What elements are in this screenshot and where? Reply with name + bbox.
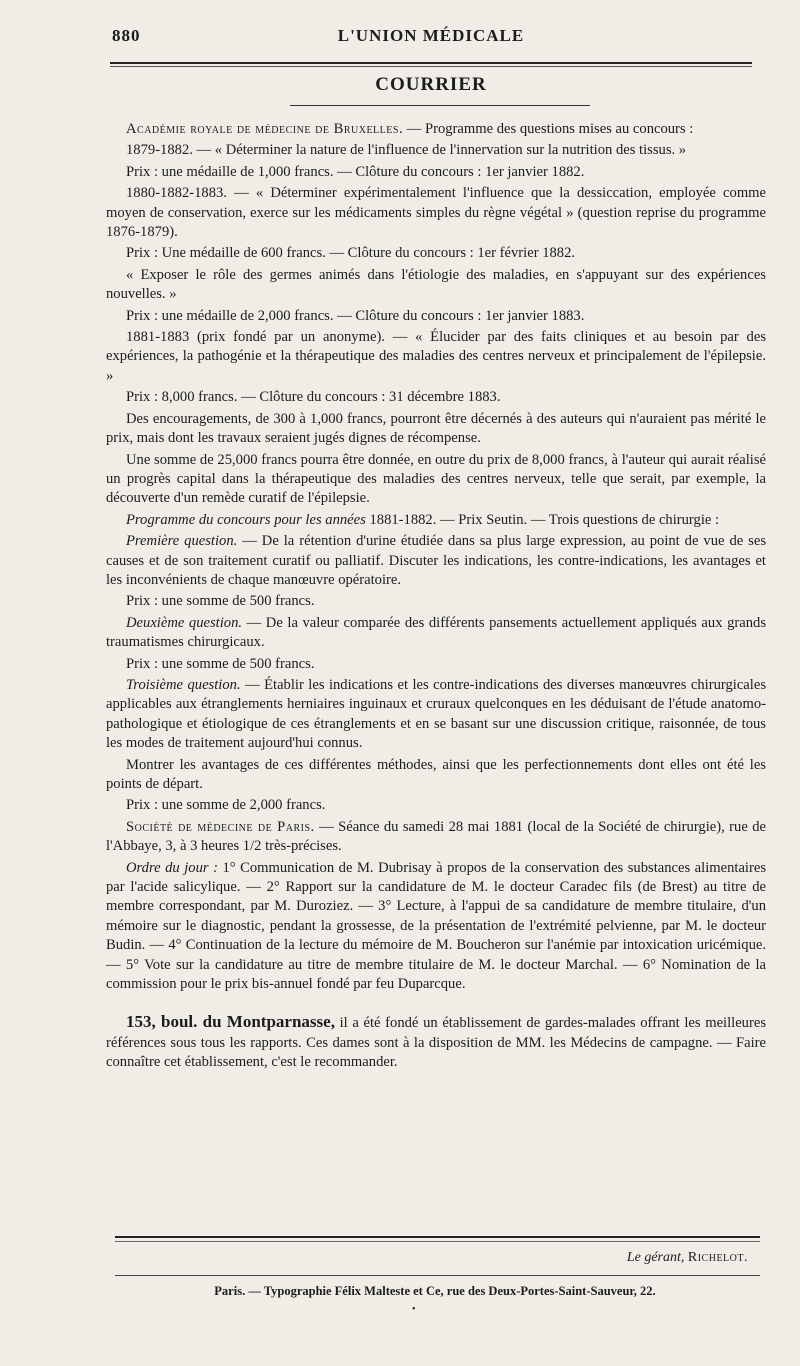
print-mark: •: [412, 1304, 416, 1315]
section-title: COURRIER: [375, 74, 487, 95]
text-run: Prix : une médaille de 2,000 francs. — Clôture du concours : 1er janvier 1883.: [126, 307, 585, 324]
text-run: Prix : une somme de 500 francs.: [126, 593, 315, 610]
emphasis-run: Programme du concours pour les années: [126, 511, 366, 528]
signature: [627, 1250, 748, 1266]
emphasis-run: Troisième question.: [126, 676, 241, 693]
text-run: Prix : 8,000 francs. — Clôture du concours : 31 décembre 1883.: [126, 389, 501, 406]
paragraph: [106, 266, 766, 305]
advertisement-paragraph: [106, 1012, 766, 1072]
header-rule-thin: [110, 66, 752, 67]
emphasis-run: Société de médecine de Paris.: [126, 818, 315, 835]
text-run: il a été fondé un établissement de gardes-malades offrant les meilleures références sous tous les rapports. Ces dames sont à la disposition de MM. les Médecins de campagne. — Faire connaître cet établissement, c'est le recommander.: [106, 1015, 766, 1071]
header-rule: [110, 62, 752, 64]
paragraph: [106, 451, 766, 509]
text-run: Prix : une somme de 2,000 francs.: [126, 797, 326, 814]
text-run: 1880-1882-1883. — « Déterminer expérimentalement l'influence que la dessiccation, employée comme moyen de conservation, exerce sur les médicaments simples du règne végétal » (question reprise du programme 1876-1879).: [106, 185, 766, 241]
text-run: — De la rétention d'urine étudiée dans sa plus large expression, au point de vue de ses causes et de son traitement curatif ou palliatif. Discuter les indications, les contre-indications, les avantages et les inconvénients de chaque manœuvre opératoire.: [106, 533, 767, 588]
text-run: 1881-1882. — Prix Seutin. — Trois questions de chirurgie :: [365, 511, 720, 528]
paragraph: [106, 184, 766, 242]
paragraph: [106, 676, 766, 754]
emphasis-run: Académie royale de médecine de Bruxelles.: [126, 121, 404, 137]
paragraph: [106, 163, 766, 182]
text-run: Une somme de 25,000 francs pourra être donnée, en outre du prix de 8,000 francs, à l'auteur qui aurait réalisé un progrès capital dans la thérapeutique des maladies des centres nerveux, telle que serait, par exemple, la découverte d'un remède curatif de l'épilepsie.: [106, 451, 766, 507]
paragraph: [106, 796, 766, 815]
journal-title: L'UNION MÉDICALE: [337, 26, 525, 45]
emphasis-run: 153, boul. du Montparnasse,: [126, 1012, 335, 1032]
text-run: — De la valeur comparée des différents pansements actuellement appliqués aux grands traumatismes chirurgicaux.: [106, 614, 766, 651]
text-run: Prix : une médaille de 1,000 francs. — Clôture du concours : 1er janvier 1882.: [126, 163, 585, 180]
emphasis-run: Première question.: [126, 533, 238, 550]
emphasis-run: Ordre du jour :: [126, 859, 218, 876]
text-run: Prix : une somme de 500 francs.: [126, 655, 315, 672]
text-run: Montrer les avantages de ces différentes méthodes, ainsi que les perfectionnements dont elles ont été les points de départ.: [106, 756, 766, 792]
text-run: — Séance du samedi 28 mai 1881 (local de la Société de chirurgie), rue de l'Abbaye, 3, à 3 heures 1/2 très-précises.: [106, 818, 766, 855]
emphasis-run: Deuxième question.: [126, 614, 243, 631]
paragraph: [106, 756, 766, 795]
paragraph: [106, 410, 766, 449]
paragraph: [106, 307, 766, 326]
article-body: [106, 120, 766, 1075]
printer-imprint: Paris. — Typographie Félix Malteste et Ce, rue des Deux-Portes-Saint-Sauveur, 22.: [214, 1284, 656, 1298]
paragraph: [106, 511, 766, 530]
footer-rule: [115, 1275, 760, 1276]
paragraph: [106, 859, 766, 995]
text-run: « Exposer le rôle des germes animés dans l'étiologie des maladies, en s'appuyant sur des expériences nouvelles. »: [106, 266, 766, 303]
text-run: 1881-1883 (prix fondé par un anonyme). — « Élucider par des faits cliniques et au besoin par des expériences, la pathogénie et la thérapeutique des maladies des centres nerveux et principalement de l'épilepsie. »: [106, 329, 766, 384]
paragraph: [106, 818, 766, 857]
paragraph: [106, 120, 766, 139]
paragraph: [106, 141, 766, 160]
paragraph: [106, 532, 766, 590]
paragraph: [106, 388, 766, 407]
title-rule: [290, 105, 590, 106]
page-header: [112, 26, 750, 56]
signature-label: Le gérant,: [626, 1250, 685, 1265]
text-run: — Établir les indications et les contre-indications des diverses manœuvres chirurgicales applicables aux étranglements herniaires inguinaux et cruraux quelconques en les déduisant de l'étude anatomo-pathologique et étiologique de ces étranglements et en se basant sur une discussion critique, raisonnée, de tous les modes de traitement aujourd'hui connus.: [106, 676, 766, 752]
paragraph: [106, 244, 766, 263]
text-run: 1879-1882. — « Déterminer la nature de l'influence de l'innervation sur la nutrition des tissus. »: [126, 142, 687, 159]
closing-rule-thin: [115, 1241, 760, 1242]
closing-rule: [115, 1236, 760, 1238]
text-run: Des encouragements, de 300 à 1,000 francs, pourront être décernés à des auteurs qui n'auraient pas mérité le prix, mais dont les travaux seraient jugés dignes de récompense.: [106, 410, 766, 447]
paragraph: [106, 328, 766, 386]
text-run: — Programme des questions mises au concours :: [403, 121, 694, 137]
paragraph: [106, 655, 766, 674]
paragraph: [106, 592, 766, 611]
text-run: Prix : Une médaille de 600 francs. — Clôture du concours : 1er février 1882.: [126, 245, 576, 262]
signature-name: Richelot.: [687, 1250, 748, 1265]
text-run: 1° Communication de M. Dubrisay à propos de la conservation des substances alimentaires par l'acide salicylique. — 2° Rapport sur la candidature de M. le docteur Caradec fils (de Brest) au titre de membre correspondant, par M. Duroziez. — 3° Lecture, à l'appui de sa candidature de membre titulaire, d'un mémoire sur le diagnostic, pendant la grossesse, de la présentation de l'extrémité pelvienne, par M. le docteur Budin. — 4° Continuation de la lecture du mémoire de M. Boucheron sur l'anémie par intoxication uricémique. — 5° Vote sur la candidature au titre de membre titulaire de M. le docteur Marchal. — 6° Nomination de la commission pour le prix bis-annuel fondé par feu Duparcque.: [106, 859, 766, 993]
paragraph: [106, 614, 766, 653]
page-number: 880: [112, 26, 141, 45]
